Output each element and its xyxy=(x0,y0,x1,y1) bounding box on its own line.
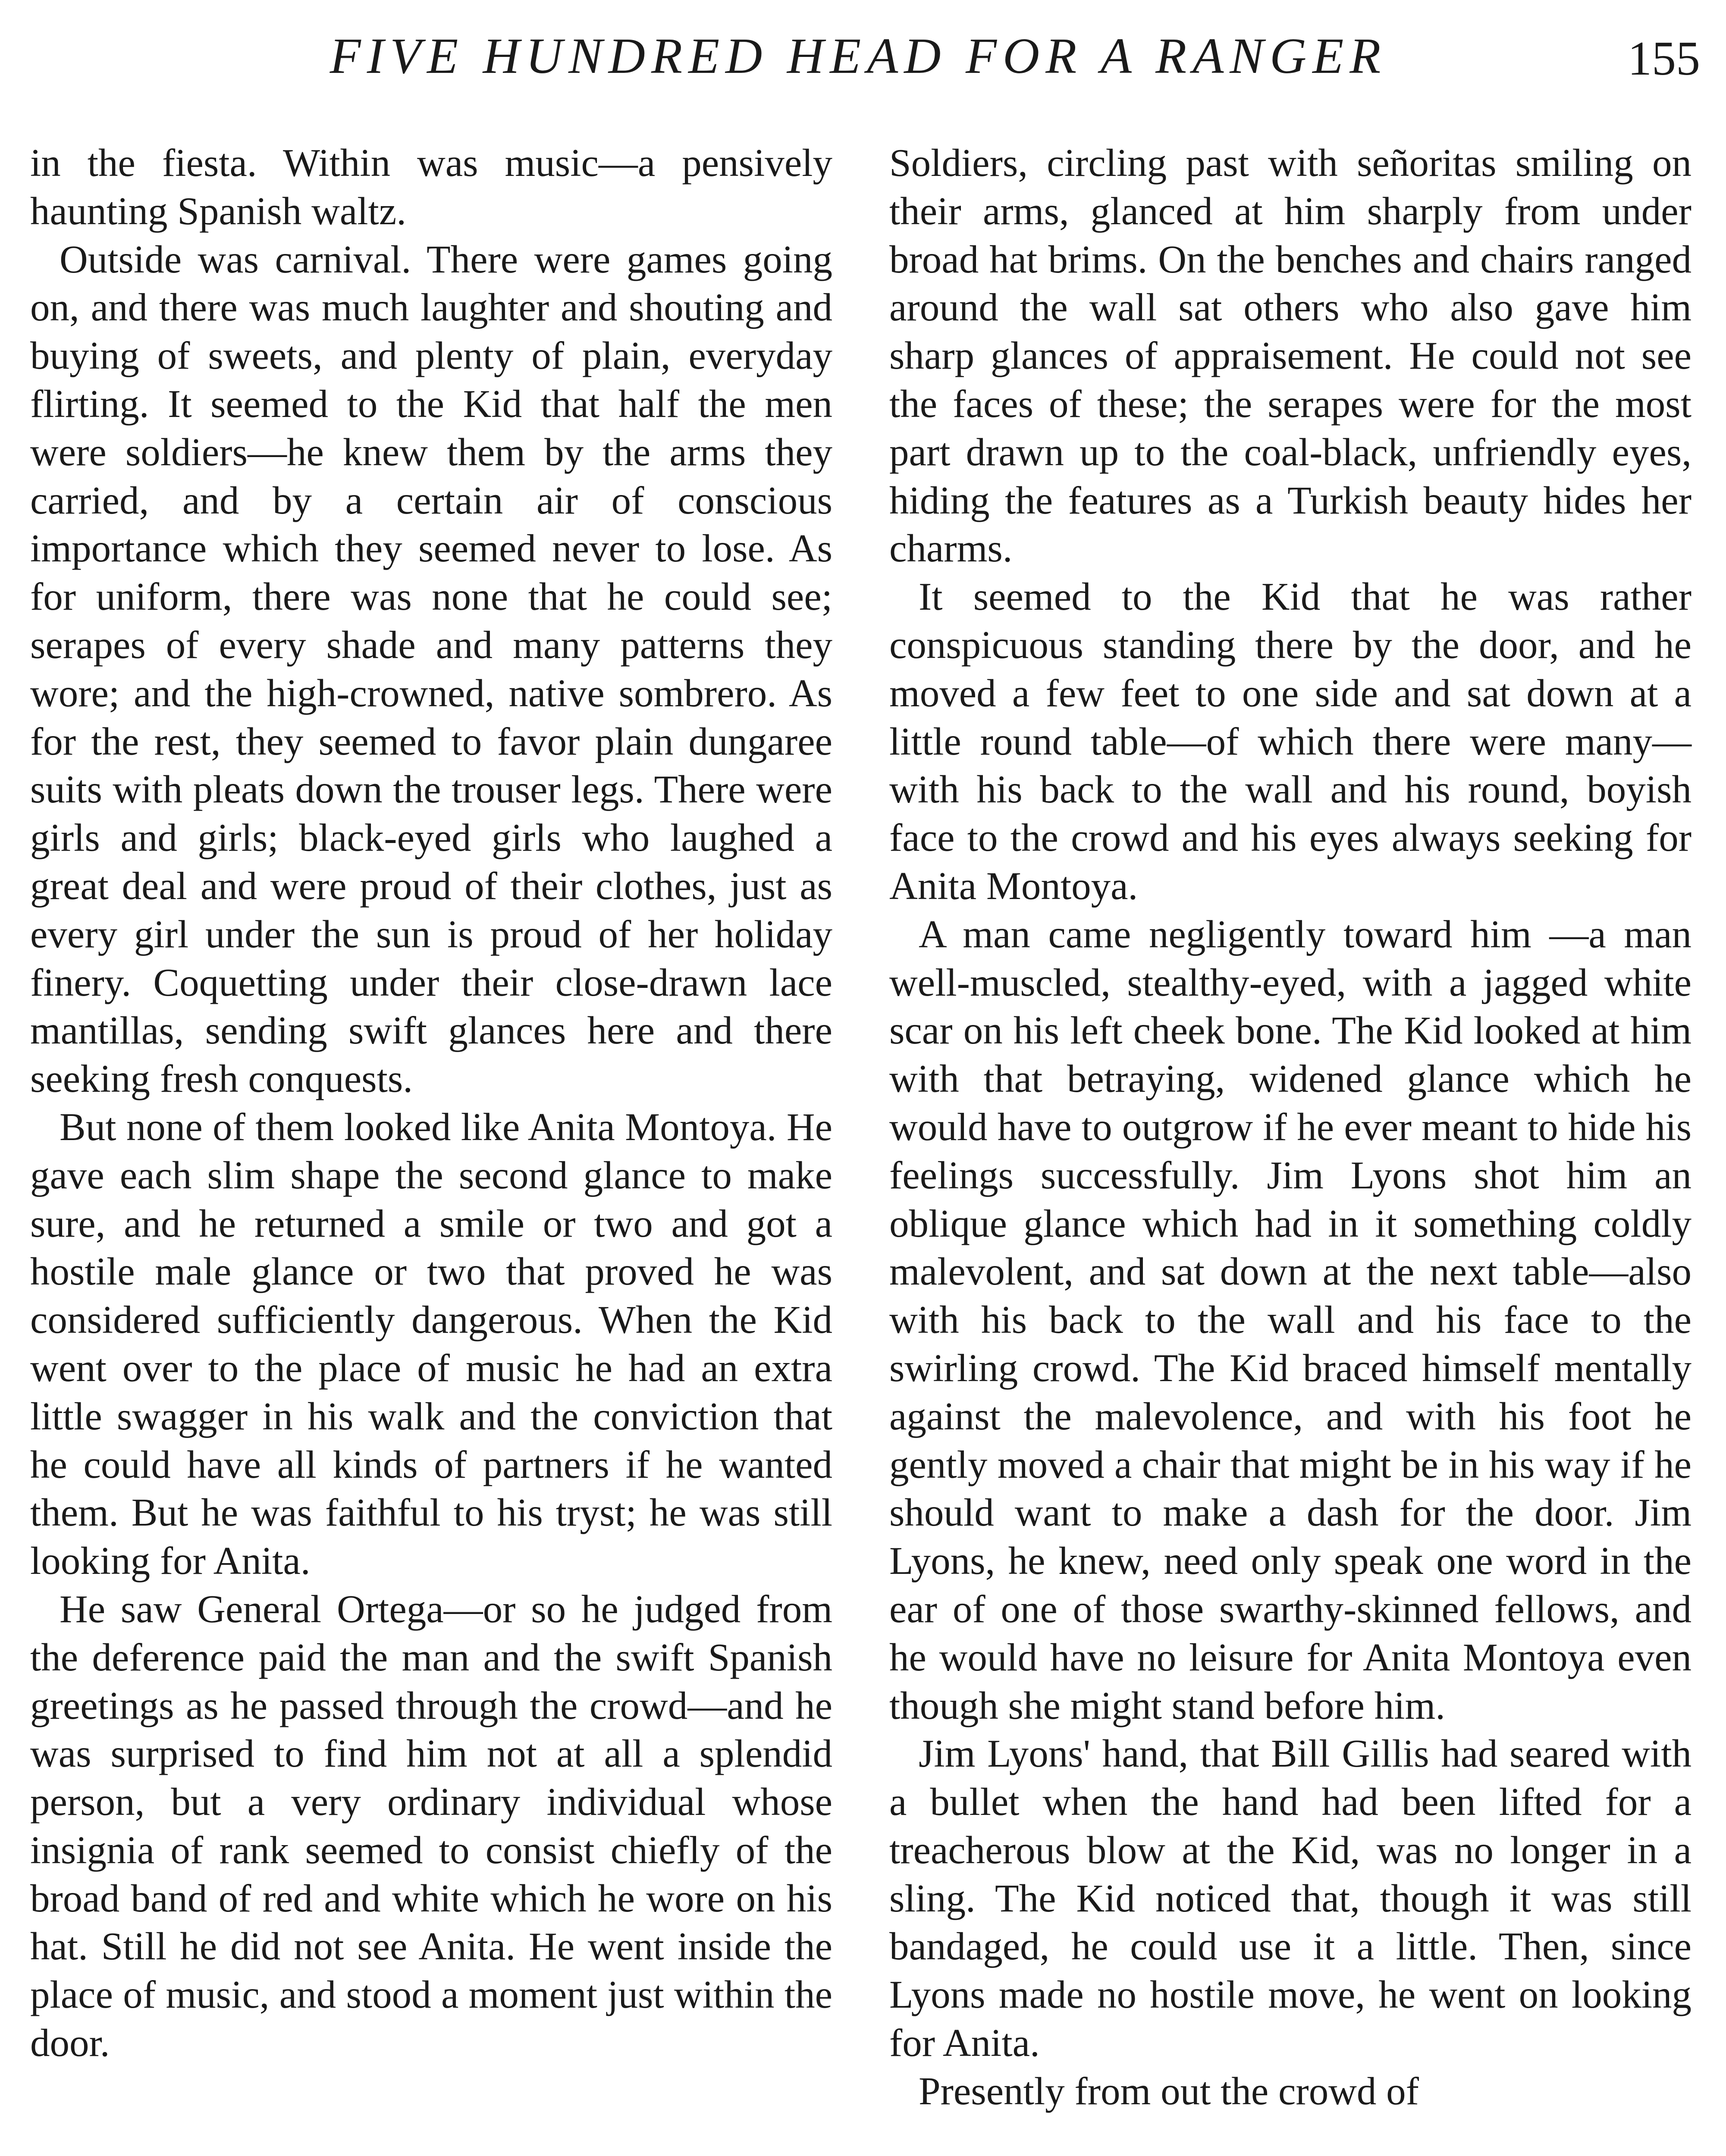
paragraph: Soldiers, circling past with señoritas smiling on their arms, glanced at him sharply from under broad hat brims. On the benches and chairs ranged around the wall sat others who also gave him sharp glances of appraisement. He could not see the faces of these; the serapes were for the most part drawn up to the coal-black, unfriendly eyes, hiding the features as a Turkish beauty hides her charms. xyxy=(889,141,1691,570)
paragraph: Presently from out the crowd of xyxy=(919,2069,1419,2113)
paragraph: But none of them looked like Anita Montoya. He gave each slim shape the second glance to make sure, and he returned a smile or two and got a hostile male glance or two that proved he was considered sufficiently dangerous. When the Kid went over to the place of music he had an extra little swagger in his walk and the conviction that he could have all kinds of partners if he wanted them. But he was faithful to his tryst; he was still looking for Anita. xyxy=(30,1105,832,1583)
paragraph: Outside was carnival. There were games going on, and there was much laughter and shouting and buying of sweets, and plenty of plain, everyday flirting. It seemed to the Kid that half the men were soldiers—he knew them by the arms they carried, and by a certain air of conscious importance which they seemed never to lose. As for uniform, there was none that he could see; serapes of every shade and many patterns they wore; and the high-crowned, native sombrero. As for the rest, they seemed to favor plain dungaree suits with pleats down the trouser legs. There were girls and girls; black-eyed girls who laughed a great deal and were proud of their clothes, just as every girl under the sun is proud of her holiday finery. Coquetting under their close-drawn lace mantillas, sending swift glances here and there seeking fresh conquests. xyxy=(30,237,832,1101)
running-title: FIVE HUNDRED HEAD FOR A RANGER xyxy=(330,28,1387,84)
paragraph: It seemed to the Kid that he was rather conspicuous standing there by the door, and he moved a few feet to one side and sat down at a little round table—of which there were many—with his back to the wall and his round, boyish face to the crowd and his eyes always seeking for Anita Montoya. xyxy=(889,575,1691,908)
text-column-right xyxy=(889,139,1691,2115)
paragraph: Jim Lyons' hand, that Bill Gillis had seared with a bullet when the hand had been lifted for a treacherous blow at the Kid, was no longer in a sling. The Kid noticed that, though it was still bandaged, he could use it a little. Then, since Lyons made no hostile move, he went on looking for Anita. xyxy=(889,1732,1691,2065)
text-column-left xyxy=(30,139,832,2067)
paragraph: in the fiesta. Within was music—a pensively haunting Spanish waltz. xyxy=(30,141,832,233)
paragraph: He saw General Ortega—or so he judged from the deference paid the man and the swift Spanish greetings as he passed through the crowd—and he was surprised to find him not at all a splendid person, but a very ordinary individual whose insignia of rank seemed to consist chiefly of the broad band of red and white which he wore on his hat. Still he did not see Anita. He went inside the place of music, and stood a moment just within the door. xyxy=(30,1587,832,2065)
paragraph: A man came negligently toward him —a man well-muscled, stealthy-eyed, with a jagged white scar on his left cheek bone. The Kid looked at him with that betraying, widened glance which he would have to outgrow if he ever meant to hide his feelings successfully. Jim Lyons shot him an oblique glance which had in it something coldly malevolent, and sat down at the next table—also with his back to the wall and his face to the swirling crowd. The Kid braced himself mentally against the malevolence, and with his foot he gently moved a chair that might be in his way if he should want to make a dash for the door. Jim Lyons, he knew, need only speak one word in the ear of one of those swarthy-skinned fellows, and he would have no leisure for Anita Montoya even though she might stand before him. xyxy=(889,912,1691,1727)
page-number: 155 xyxy=(1628,32,1700,85)
